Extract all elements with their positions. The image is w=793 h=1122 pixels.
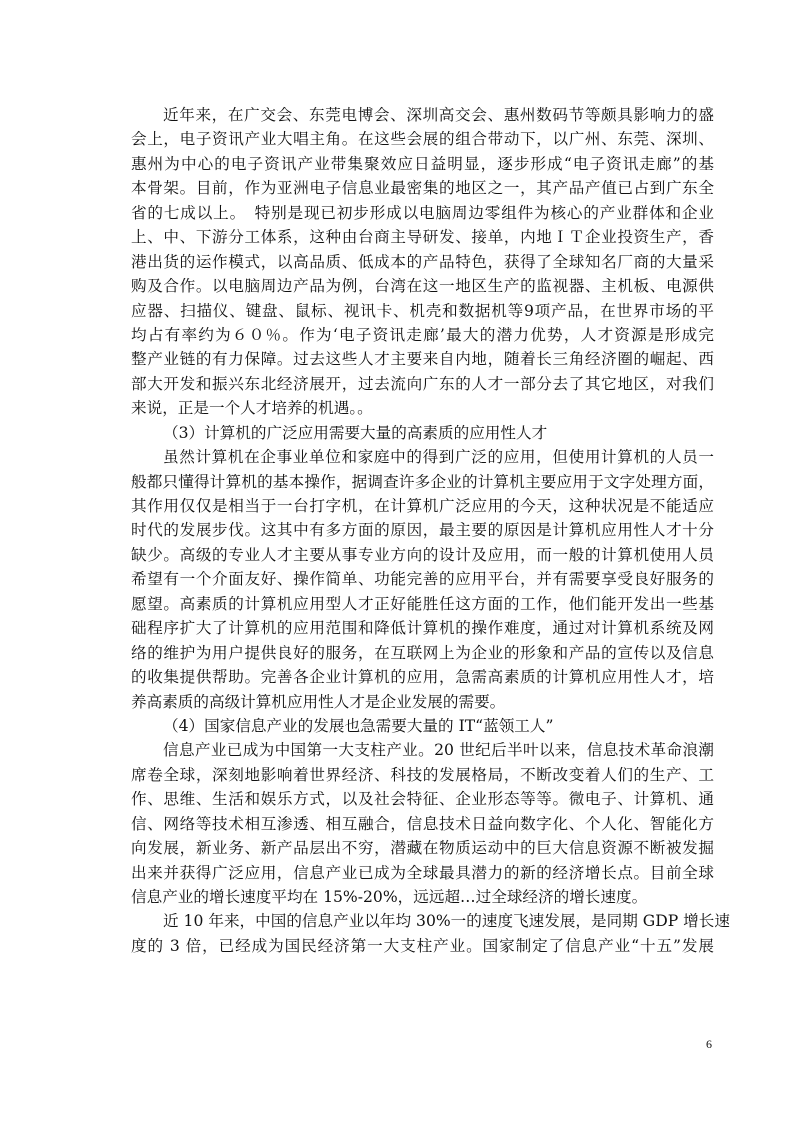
- text-line: 近年来，在广交会、东莞电博会、深圳高交会、惠州数码节等颇具影响力的盛: [163, 106, 714, 124]
- text-line: 信、网络等技术相互渗透、相互融合，信息技术日益向数字化、个人化、智能化方: [131, 814, 714, 833]
- text-line: 省的七成以上。 特别是现已初步形成以电脑周边零组件为核心的产业群体和企业: [131, 203, 714, 222]
- paragraph: [131, 103, 714, 421]
- text-line: 部大开发和振兴东北经济展开，过去流向广东的人才一部分去了其它地区，对我们: [131, 374, 714, 393]
- text-line: 络的维护为用户提供良好的服务，在互联网上为企业的形象和产品的宣传以及信息: [131, 643, 714, 662]
- text-line: 养高素质的高级计算机应用性人才是企业发展的需要。: [131, 692, 506, 711]
- text-line: 均占有率约为６０％。作为‘电子资讯走廊’最大的潜力优势，人才资源是形成完: [131, 325, 714, 344]
- text-line: 应器、扫描仪、键盘、鼠标、视讯卡、机壳和数据机等9项产品，在世界市场的平: [131, 301, 714, 320]
- text-line: 信息产业的增长速度平均在 15%-20%，远远超…过全球经济的增长速度。: [131, 888, 648, 906]
- text-line: 上、中、下游分工体系，这种由台商主导研发、接单，内地ＩＴ企业投资生产，香: [131, 228, 714, 247]
- text-line: 缺少。高级的专业人才主要从事专业方向的设计及应用，而一般的计算机使用人员: [131, 545, 714, 564]
- text-line: 希望有一个介面友好、操作简单、功能完善的应用平台，并有需要享受良好服务的: [131, 570, 714, 589]
- text-line: 近 10 年来，中国的信息产业以年均 30%一的速度飞速发展，是同期 GDP 增长速: [163, 912, 730, 931]
- text-line: 港出货的运作模式，以高品质、低成本的产品特色，获得了全球知名厂商的大量采: [131, 252, 714, 271]
- text-line: 度的 3 倍，已经成为国民经济第一大支柱产业。国家制定了信息产业“十五”发展: [131, 936, 714, 955]
- text-line: 购及合作。以电脑周边产品为例，台湾在这一地区生产的监视器、主机板、电源供: [131, 277, 714, 296]
- text-line: 向发展，新业务、新产品层出不穷，潜藏在物质运动中的巨大信息资源不断被发掘: [131, 839, 714, 858]
- text-line: 愿望。高素质的计算机应用型人才正好能胜任这方面的工作，他们能开发出一些基: [131, 594, 714, 613]
- text-line: 整产业链的有力保障。过去这些人才主要来自内地，随着长三角经济圈的崛起、西: [131, 350, 714, 369]
- text-line: 会上，电子资讯产业大唱主角。在这些会展的组合带动下，以广州、东莞、深圳、: [131, 130, 714, 149]
- paragraph: [131, 909, 730, 958]
- text-line: 般都只懂得计算机的基本操作，据调查许多企业的计算机主要应用于文字处理方面，: [131, 472, 714, 491]
- text-line: 本骨架。目前，作为亚洲电子信息业最密集的地区之一，其产品产值已占到广东全: [131, 179, 714, 198]
- section-heading-3: （3）计算机的广泛应用需要大量的高素质的应用性人才: [163, 423, 548, 442]
- paragraph: [131, 445, 714, 714]
- page-number: 6: [706, 1037, 712, 1051]
- text-line: 来说，正是一个人才培养的机遇。。: [131, 399, 373, 418]
- text-line: 础程序扩大了计算机的应用范围和降低计算机的操作难度，通过对计算机系统及网: [131, 619, 714, 638]
- text-line: 其作用仅仅是相当于一台打字机，在计算机广泛应用的今天，这种状况是不能适应: [131, 497, 714, 515]
- text-line: 虽然计算机在企事业单位和家庭中的得到广泛的应用，但使用计算机的人员一: [163, 448, 714, 467]
- text-line: 惠州为中心的电子资讯产业带集聚效应日益明显，逐步形成“电子资讯走廊”的基: [131, 154, 714, 173]
- text-line: 时代的发展步伐。这其中有多方面的原因，最主要的原因是计算机应用性人才十分: [131, 521, 714, 540]
- document-page: [131, 103, 730, 958]
- text-line: 出来并获得广泛应用，信息产业已成为全球最具潜力的新的经济增长点。目前全球: [131, 863, 714, 882]
- text-line: 席卷全球，深刻地影响着世界经济、科技的发展格局，不断改变着人们的生产、工: [131, 765, 714, 784]
- text-line: 作、思维、生活和娱乐方式，以及社会特征、企业形态等等。微电子、计算机、通: [131, 790, 714, 809]
- section-heading-4: （4）国家信息产业的发展也急需要大量的 IT“蓝领工人”: [163, 716, 554, 735]
- paragraph: [131, 738, 714, 909]
- text-line: 的收集提供帮助。完善各企业计算机的应用，急需高素质的计算机应用性人才，培: [131, 668, 714, 687]
- text-line: 信息产业已成为中国第一大支柱产业。20 世纪后半叶以来，信息技术革命浪潮: [163, 741, 714, 760]
